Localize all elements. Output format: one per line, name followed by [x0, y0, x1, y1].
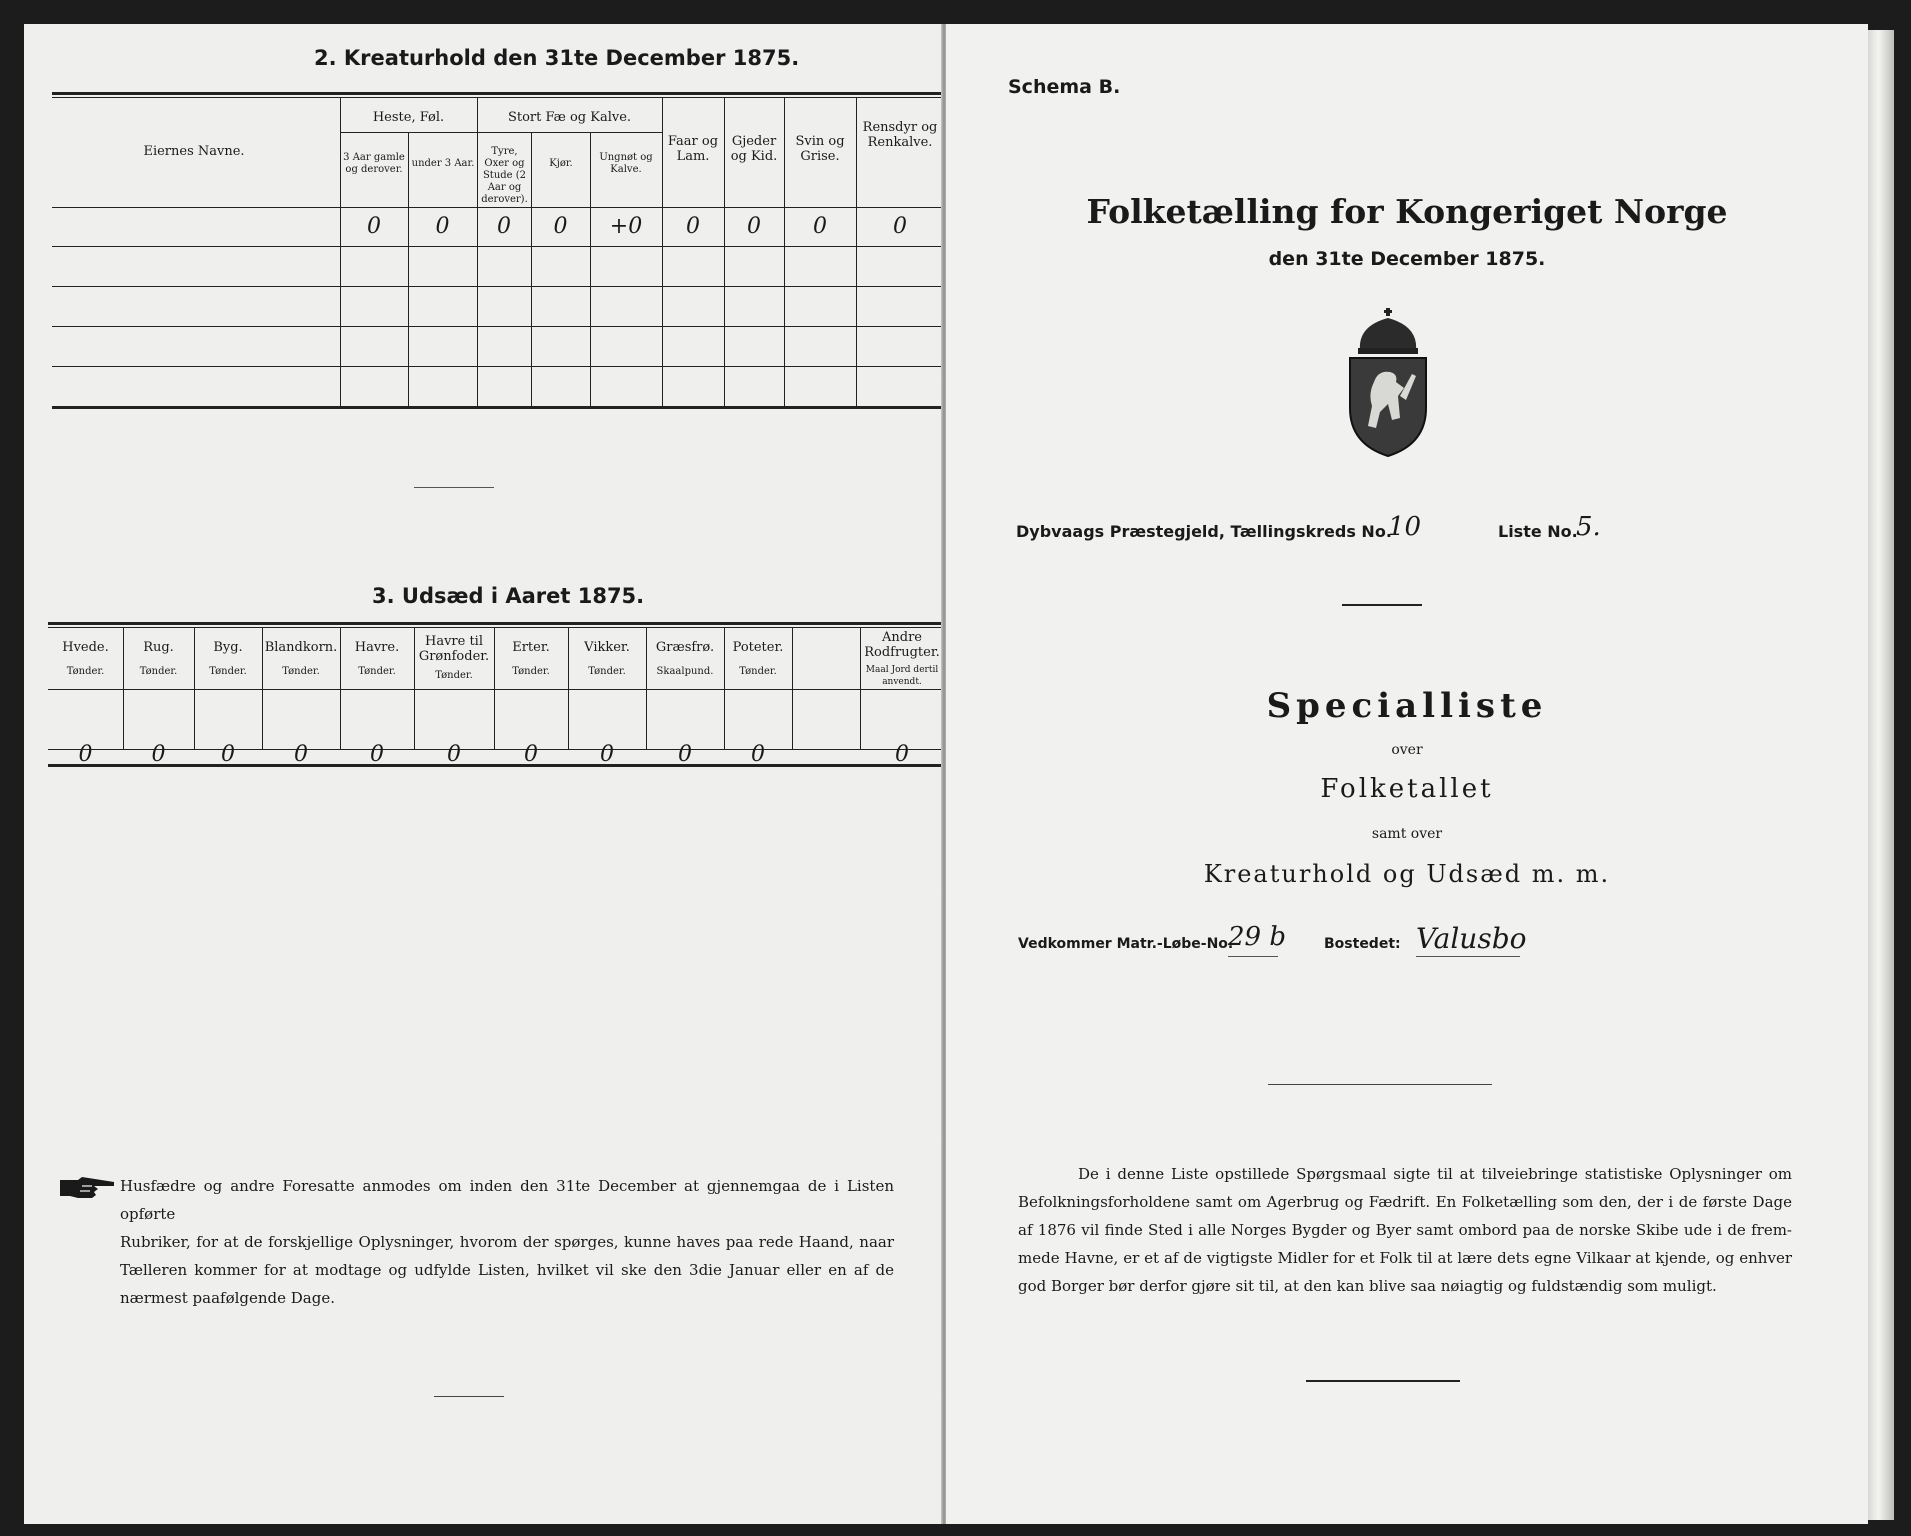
young-cattle-header: Ungnøt og Kalve.	[599, 152, 653, 175]
paragraph-line: god Borger bør derfor gjøre sit til, at den kan blive saa nøiagtig og fuldstændig som muligt.	[1018, 1277, 1717, 1295]
left-page	[24, 24, 944, 1524]
goats-header: Gjeder og Kid.	[730, 134, 778, 164]
crop-header-rye: Rug.	[143, 640, 174, 655]
divider	[414, 487, 494, 488]
matr-label: Vedkommer Matr.-Løbe-No.	[1018, 936, 1234, 952]
crop-value: 0	[370, 742, 384, 767]
schema-label: Schema B.	[1008, 76, 1121, 98]
intro-paragraph	[1018, 1160, 1792, 1300]
cattle-header: Stort Fæ og Kalve.	[507, 110, 632, 125]
pigs-header: Svin og Grise.	[795, 134, 845, 164]
paragraph-line: af 1876 vil finde Sted i alle Norges Bygder og Byer samt ombord paa de norske Skibe ude i de frem-	[1018, 1221, 1792, 1239]
bosted-value: Valusbo	[1416, 922, 1527, 955]
section3-title: 3. Udsæd i Aaret 1875.	[372, 584, 645, 608]
crop-value: 0	[221, 742, 235, 767]
horses-3yrs-header: 3 Aar gamle og derover.	[343, 152, 405, 175]
crop-value: 0	[151, 742, 166, 767]
crop-value: 0	[294, 742, 308, 767]
crop-value: 0	[678, 742, 692, 767]
over-label: over	[1391, 742, 1423, 758]
divider	[1342, 604, 1422, 606]
crop-unit: Tønder.	[209, 666, 247, 677]
samt-over-label: samt over	[1371, 826, 1443, 842]
crop-value: 0	[524, 742, 538, 767]
crop-value: 0	[751, 742, 765, 767]
livestock-value: 0	[435, 214, 450, 239]
bosted-label: Bostedet:	[1324, 936, 1401, 952]
horses-header: Heste, Føl.	[372, 110, 445, 125]
crop-value: 0	[78, 742, 93, 767]
crop-header-other-roots: Andre Rodfrugter.	[864, 630, 940, 660]
divider	[1306, 1380, 1460, 1382]
district-line	[1016, 522, 1392, 541]
notice-text	[120, 1172, 894, 1312]
crop-header-potatoes: Poteter.	[732, 640, 784, 655]
livestock-value: 0	[497, 214, 511, 239]
owner-names-header: Eiernes Navne.	[143, 144, 245, 159]
census-title: Folketælling for Kongeriget Norge	[1086, 192, 1728, 231]
crop-header-grass-seed: Græsfrø.	[655, 640, 715, 655]
divider	[1268, 1084, 1492, 1085]
paragraph-line: mede Havne, er et af de vigtigste Midler for et Folk til at lære dets egne Vilkaar at kjende, og enhver	[1018, 1249, 1792, 1267]
reindeer-header: Rensdyr og Renkalve.	[862, 120, 938, 150]
notice-line: nærmest paafølgende Dage.	[120, 1289, 335, 1307]
crop-value: 0	[600, 742, 614, 767]
table2-bottom-rule	[52, 406, 944, 409]
crop-header-vetch: Vikker.	[584, 640, 630, 655]
crop-unit: Tønder.	[139, 666, 178, 677]
folketallet-heading: Folketallet	[1320, 774, 1494, 804]
circuit-label: Tællingskreds No.	[1230, 522, 1392, 541]
kreaturhold-heading: Kreaturhold og Udsæd m. m.	[1203, 860, 1611, 888]
crop-unit: Tønder.	[512, 666, 550, 677]
livestock-value: 0	[813, 214, 827, 239]
crop-value: 0	[447, 742, 461, 767]
crop-header-oats-green-fodder: Havre til Grønfoder.	[418, 634, 490, 664]
circuit-number: 10	[1388, 512, 1422, 542]
parish-label: Dybvaags Præstegjeld,	[1016, 522, 1225, 541]
crop-unit: Tønder.	[435, 670, 473, 681]
crop-header-oats: Havre.	[354, 640, 400, 655]
crop-header-mixed-grain: Blandkorn.	[264, 640, 338, 655]
divider	[434, 1396, 504, 1397]
livestock-value: 0	[367, 214, 381, 239]
livestock-value: +0	[609, 214, 643, 239]
coat-of-arms-icon	[1338, 308, 1438, 458]
list-label: Liste No.	[1498, 522, 1578, 541]
notice-line: Tælleren kommer for at modtage og udfylde Listen, hvilket vil ske den 3die Januar eller en af de	[120, 1261, 894, 1279]
horses-under3-header: under 3 Aar.	[411, 158, 475, 169]
section2-title: 2. Kreaturhold den 31te December 1875.	[314, 46, 800, 70]
crop-header-peas: Erter.	[512, 640, 550, 655]
matr-value: 29 b	[1228, 922, 1286, 952]
livestock-value: 0	[553, 214, 568, 239]
paragraph-line: De i denne Liste opstillede Spørgsmaal sigte til at tilveiebringe statistiske Oplysninger om	[1078, 1165, 1792, 1183]
table2-top-rule	[52, 92, 944, 95]
notice-line: Husfædre og andre Foresatte anmodes om inden den 31te December at gjennemgaa de i Listen opførte	[120, 1177, 894, 1223]
notice-line: Rubriker, for at de forskjellige Oplysninger, hvorom der spørges, kunne haves paa rede Haand, naar	[120, 1233, 894, 1251]
table2-header-bottom	[52, 207, 944, 208]
livestock-value: 0	[893, 214, 907, 239]
census-date: den 31te December 1875.	[1268, 248, 1546, 270]
crop-unit: Maal Jord dertil anvendt.	[865, 665, 939, 687]
crop-header-wheat: Hvede.	[62, 640, 109, 655]
livestock-value: 0	[747, 214, 761, 239]
sheep-header: Faar og Lam.	[667, 134, 719, 164]
livestock-value: 0	[686, 214, 700, 239]
crop-unit: Skaalpund.	[656, 666, 714, 677]
right-page	[946, 24, 1868, 1524]
cows-header: Kjør.	[549, 158, 573, 169]
paragraph-line: Befolkningsforholdene samt om Agerbrug og Fædrift. En Folketælling som den, der i de første Dage	[1018, 1193, 1792, 1211]
crop-value: 0	[895, 742, 909, 767]
specialliste-heading: Specialliste	[1266, 686, 1548, 726]
crop-unit: Tønder.	[358, 666, 396, 677]
crop-unit: Tønder.	[588, 666, 626, 677]
page-edge	[1868, 30, 1894, 1520]
list-number: 5.	[1576, 512, 1601, 542]
pointing-hand-icon	[58, 1174, 118, 1202]
bulls-header: Tyre, Oxer og Stude (2 Aar og derover).	[481, 146, 528, 205]
crop-unit: Tønder.	[739, 666, 777, 677]
crop-header-barley: Byg.	[213, 640, 243, 655]
crop-unit: Tønder.	[66, 666, 105, 677]
crop-unit: Tønder.	[282, 666, 320, 677]
